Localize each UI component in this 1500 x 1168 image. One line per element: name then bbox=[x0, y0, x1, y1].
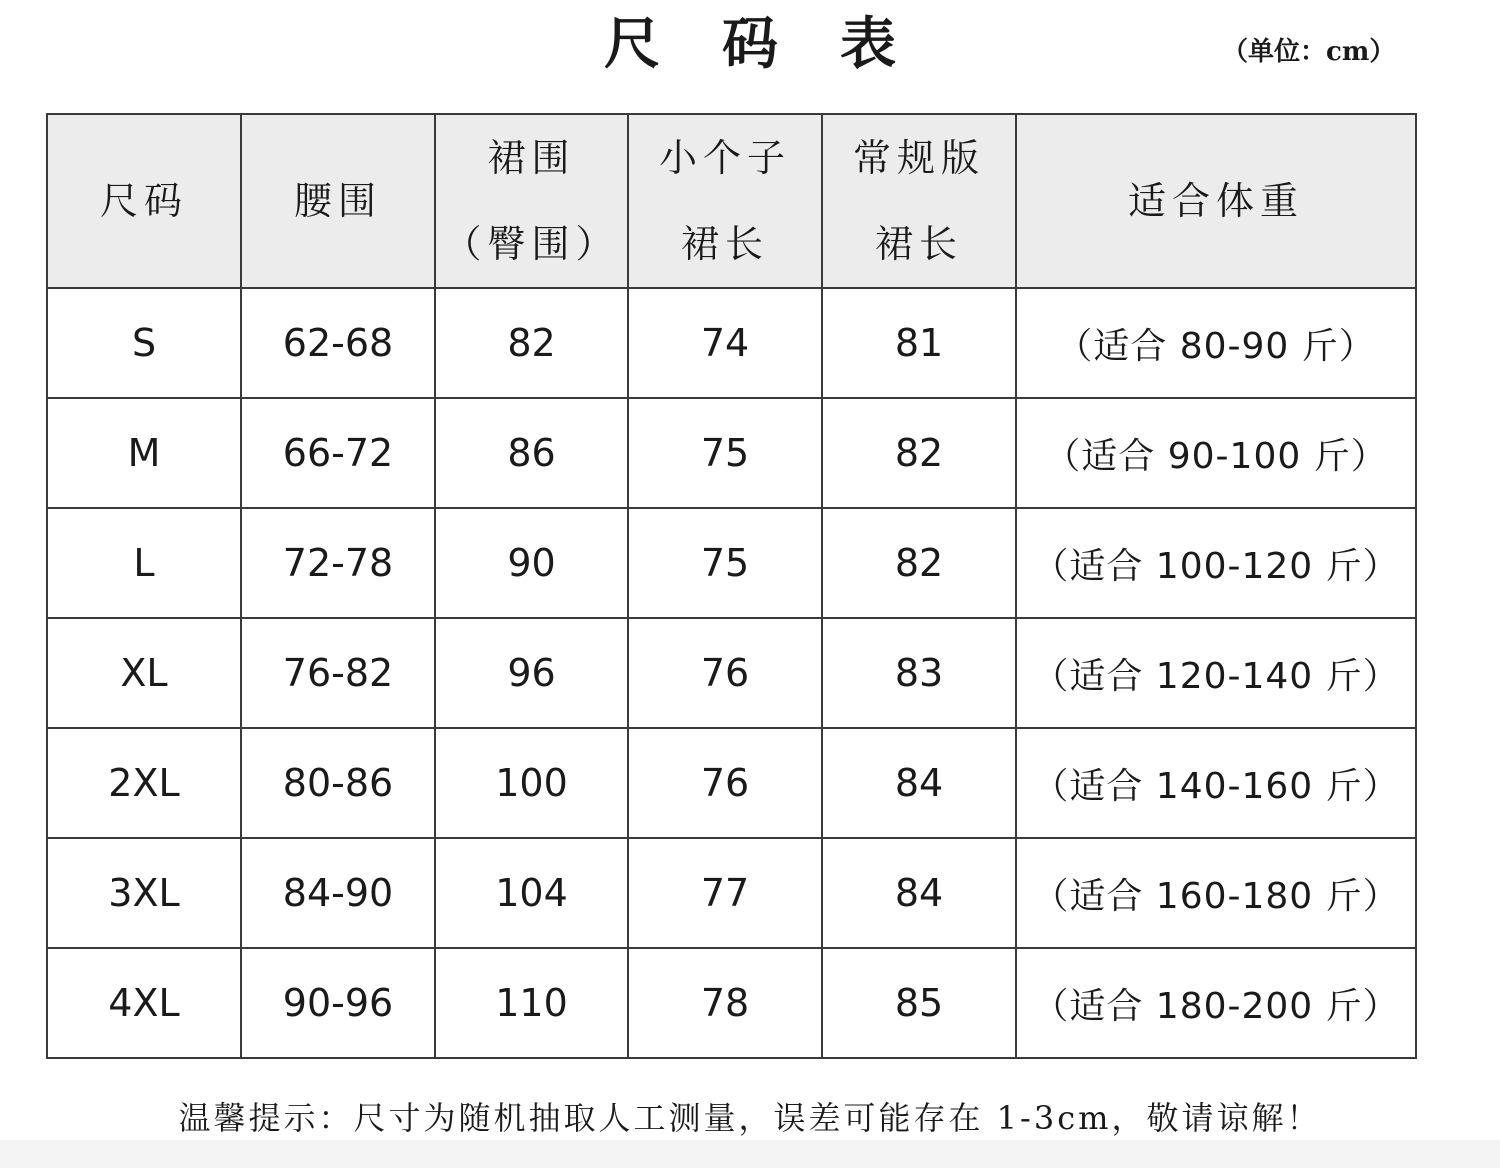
header-hip-label-line1: 裙围 bbox=[487, 136, 576, 180]
footer-note: 温馨提示：尺寸为随机抽取人工测量，误差可能存在 1-3cm，敬请谅解！ bbox=[178, 1099, 1322, 1137]
cell-regular-length: 84 bbox=[822, 728, 1016, 838]
cell-size: L bbox=[47, 508, 241, 618]
cell-weight: （适合 100-120 斤） bbox=[1016, 508, 1416, 618]
cell-size: M bbox=[47, 398, 241, 508]
cell-waist: 80-86 bbox=[241, 728, 435, 838]
header-petite-length-line1: 小个子 bbox=[658, 136, 791, 180]
cell-petite-length: 77 bbox=[628, 838, 822, 948]
header-petite-length-line2: 裙长 bbox=[680, 222, 769, 266]
cell-regular-length: 85 bbox=[822, 948, 1016, 1058]
cell-petite-length: 75 bbox=[628, 508, 822, 618]
table-row bbox=[47, 398, 1416, 508]
cell-weight: （适合 90-100 斤） bbox=[1016, 398, 1416, 508]
cell-regular-length: 84 bbox=[822, 838, 1016, 948]
cell-petite-length: 74 bbox=[628, 288, 822, 398]
header-row bbox=[47, 114, 1416, 288]
header-weight-label: 适合体重 bbox=[1127, 179, 1304, 223]
cell-size: 4XL bbox=[47, 948, 241, 1058]
header-regular-length bbox=[822, 114, 1016, 288]
header-hip-label-line2: （臀围） bbox=[443, 222, 620, 266]
cell-petite-length: 76 bbox=[628, 728, 822, 838]
page-title: 尺码表 bbox=[604, 11, 958, 77]
cell-petite-length: 75 bbox=[628, 398, 822, 508]
cell-hip: 86 bbox=[435, 398, 628, 508]
cell-regular-length: 81 bbox=[822, 288, 1016, 398]
header-regular-length-line2: 裙长 bbox=[874, 222, 963, 266]
cell-hip: 90 bbox=[435, 508, 628, 618]
cell-size: 3XL bbox=[47, 838, 241, 948]
cell-hip: 110 bbox=[435, 948, 628, 1058]
cell-weight: （适合 140-160 斤） bbox=[1016, 728, 1416, 838]
cell-regular-length: 83 bbox=[822, 618, 1016, 728]
header-size bbox=[47, 114, 241, 288]
cell-hip: 100 bbox=[435, 728, 628, 838]
cell-waist: 90-96 bbox=[241, 948, 435, 1058]
header-size-label: 尺码 bbox=[99, 179, 188, 223]
table-row bbox=[47, 728, 1416, 838]
bottom-divider bbox=[0, 1140, 1500, 1168]
table-row bbox=[47, 288, 1416, 398]
cell-waist: 76-82 bbox=[241, 618, 435, 728]
cell-hip: 96 bbox=[435, 618, 628, 728]
table-row bbox=[47, 948, 1416, 1058]
cell-waist: 84-90 bbox=[241, 838, 435, 948]
cell-size: XL bbox=[47, 618, 241, 728]
cell-regular-length: 82 bbox=[822, 398, 1016, 508]
table-header bbox=[47, 114, 1416, 288]
cell-weight: （适合 120-140 斤） bbox=[1016, 618, 1416, 728]
header-regular-length-line1: 常规版 bbox=[852, 136, 985, 180]
table-row bbox=[47, 508, 1416, 618]
header-hip bbox=[435, 114, 628, 288]
header-waist-label: 腰围 bbox=[293, 179, 382, 223]
cell-weight: （适合 180-200 斤） bbox=[1016, 948, 1416, 1058]
cell-waist: 72-78 bbox=[241, 508, 435, 618]
header-weight bbox=[1016, 114, 1416, 288]
table-row bbox=[47, 618, 1416, 728]
cell-waist: 66-72 bbox=[241, 398, 435, 508]
cell-size: 2XL bbox=[47, 728, 241, 838]
unit-note: （单位：cm） bbox=[1222, 37, 1396, 67]
cell-hip: 104 bbox=[435, 838, 628, 948]
table-row bbox=[47, 838, 1416, 948]
cell-hip: 82 bbox=[435, 288, 628, 398]
cell-petite-length: 78 bbox=[628, 948, 822, 1058]
cell-weight: （适合 160-180 斤） bbox=[1016, 838, 1416, 948]
header-petite-length bbox=[628, 114, 822, 288]
header-waist bbox=[241, 114, 435, 288]
cell-weight: （适合 80-90 斤） bbox=[1016, 288, 1416, 398]
size-chart-table bbox=[46, 113, 1417, 1059]
table-body bbox=[47, 288, 1416, 1058]
cell-waist: 62-68 bbox=[241, 288, 435, 398]
cell-petite-length: 76 bbox=[628, 618, 822, 728]
cell-regular-length: 82 bbox=[822, 508, 1016, 618]
cell-size: S bbox=[47, 288, 241, 398]
